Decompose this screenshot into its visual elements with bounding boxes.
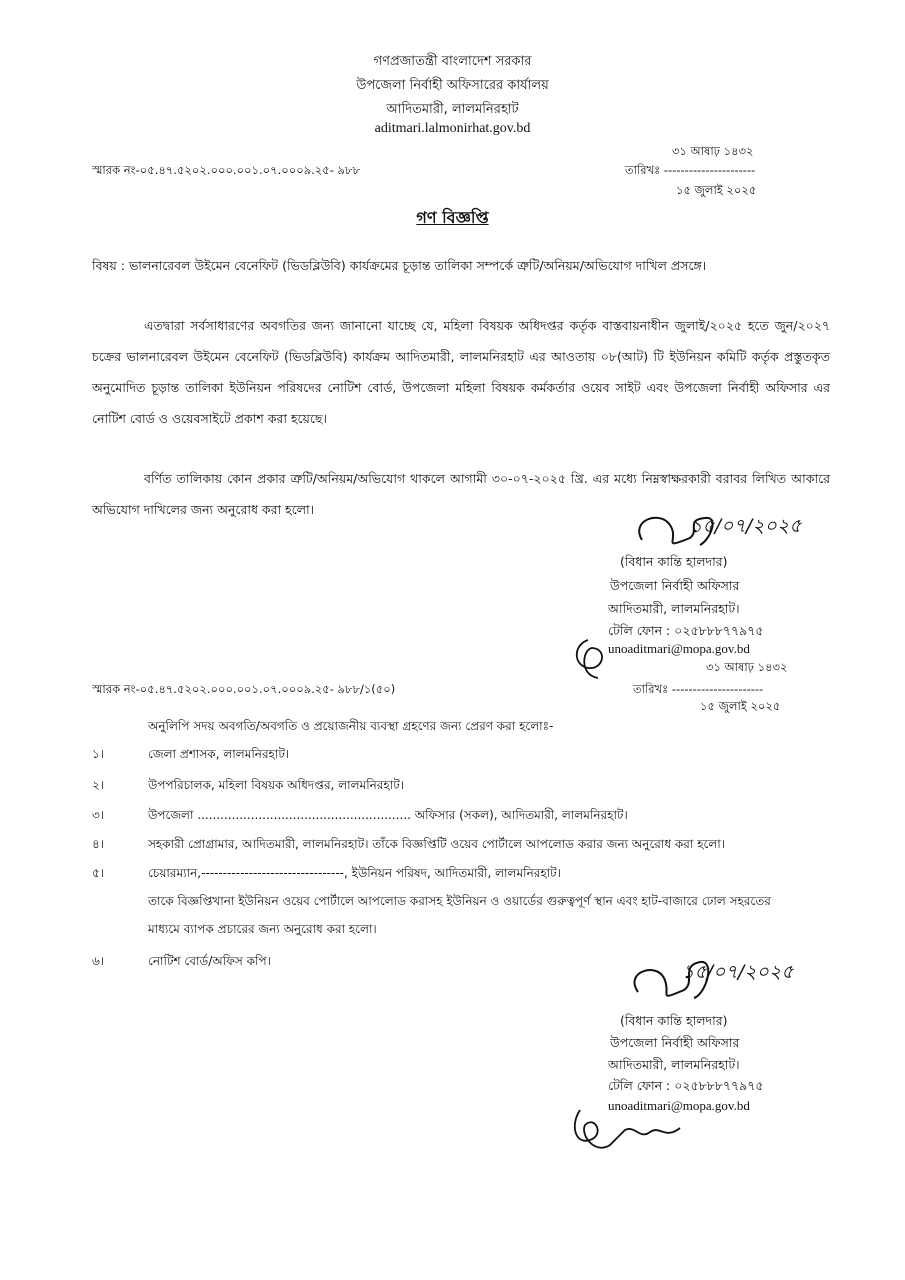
- copy-item-number: ১।: [92, 747, 105, 761]
- copy-item-text: উপপরিচালক, মহিলা বিষয়ক অধিদপ্তর, লালমনিরহাট।: [148, 778, 405, 792]
- initials-scribble: [568, 630, 618, 682]
- copy-date-bengali: ৩১ আষাঢ় ১৪৩২: [706, 660, 788, 674]
- notice-paragraph-1: এতদ্বারা সর্বসাধারণের অবগতির জন্য জানানো যাচ্ছে যে, মহিলা বিষয়ক অধিদপ্তর কর্তৃক বাস্তবায়নাধীন জুলাই/২০২৫ হতে জুন/২০২৭ চক্রের ভালনারেবল উইমেন বেনেফিট (ভিডব্লিউবি) কার্যক্রম আদিতমারী, লালমনিরহাট এর আওতায় ০৮(আট) টি ইউনিয়ন কমিটি কর্তৃক প্রস্তুতকৃত অনুমোদিত চূড়ান্ত তালিকা ইউনিয়ন পরিষদের নোটিশ বোর্ড, উপজেলা মহিলা বিষয়ক কর্মকর্তার ওয়েব সাইট এবং উপজেলা নির্বাহী অফিসার এর নোটিশ বোর্ড ও ওয়েবসাইটে প্রকাশ করা হয়েছে।: [92, 318, 830, 426]
- memo-number: স্মারক নং-০৫.৪৭.৫২০২.০০০.০০১.০৭.০০০৯.২৫- ৯৮৮: [92, 163, 360, 177]
- office-website: aditmari.lalmonirhat.gov.bd: [374, 121, 531, 136]
- copy-item-text: নোটিশ বোর্ড/অফিস কপি।: [148, 954, 271, 968]
- copy-item-number: ৩।: [92, 808, 105, 822]
- copy-item-number: ৪।: [92, 837, 105, 851]
- subject-line: বিষয় : ভালনারেবল উইমেন বেনেফিট (ভিডব্লিউবি) কার্যক্রমের চূড়ান্ত তালিকা সম্পর্কে ত্রুটি/অনিয়ম/অভিযোগ দাখিল প্রসঙ্গে।: [92, 258, 707, 273]
- copy-item-5-note-line-1: তাকে বিজ্ঞপ্তিখানা ইউনিয়ন ওয়েব পোর্টালে আপলোড করাসহ ইউনিয়ন ও ওয়ার্ডের গুরুত্বপূর্ণ স্থান এবং হাট-বাজারে ঢোল সহরতের: [148, 894, 771, 908]
- initials-scribble: [565, 1090, 695, 1165]
- signatory-email: unoaditmari@mopa.gov.bd: [608, 641, 750, 656]
- signatory-name: (বিধান কান্তি হালদার): [620, 1013, 728, 1028]
- date-bengali: ৩১ আষাঢ় ১৪৩২: [672, 144, 754, 158]
- copy-date-label: তারিখঃ ----------------------: [633, 682, 764, 696]
- copy-intro: অনুলিপি সদয় অবগতি/অবগতি ও প্রয়োজনীয় ব্যবস্থা গ্রহণের জন্য প্রেরণ করা হলোঃ-: [148, 719, 554, 733]
- date-english: ১৫ জুলাই ২০২৫: [676, 183, 757, 197]
- copy-item-text: চেয়ারম্যান,---------------------------------, ইউনিয়ন পরিষদ, আদিতমারী, লালমনিরহাট।: [148, 866, 561, 880]
- copy-date-english: ১৫ জুলাই ২০২৫: [700, 699, 781, 713]
- signatory-phone: টেলি ফোন : ০২৫৮৮৮৭৭৯৭৫: [608, 623, 764, 638]
- copy-item-5-note-line-2: মাধ্যমে ব্যাপক প্রচারের জন্য অনুরোধ করা হলো।: [148, 922, 377, 936]
- notice-paragraph-2: বর্ণিত তালিকায় কোন প্রকার ত্রুটি/অনিয়ম/অভিযোগ থাকলে আগামী ৩০-০৭-২০২৫ খ্রি. এর মধ্যে নিম্নস্বাক্ষরকারী বরাবর লিখিত আকারে অভিযোগ দাখিলের জন্য অনুরোধ করা হলো।: [92, 471, 830, 517]
- date-label: তারিখঃ ----------------------: [625, 163, 756, 177]
- signature-handwritten-date: ১৫/০৭/২০২৫: [682, 961, 794, 983]
- signature-handwritten-date: ১৫/০৭/২০২৫: [690, 515, 802, 537]
- copy-item-text: জেলা প্রশাসক, লালমনিরহাট।: [148, 747, 290, 761]
- office-location: আদিতমারী, লালমনিরহাট: [386, 102, 519, 117]
- signatory-location: আদিতমারী, লালমনিরহাট।: [608, 1057, 740, 1072]
- signatory-designation: উপজেলা নির্বাহী অফিসার: [610, 1035, 740, 1050]
- copy-item-text: সহকারী প্রোগ্রামার, আদিতমারী, লালমনিরহাট। তাঁকে বিজ্ঞপ্তিটি ওয়েব পোর্টালে আপলোড করার জন্য অনুরোধ করা হলো।: [148, 837, 726, 851]
- copy-item-text: উপজেলা ........................................................ অফিসার (সকল), আদিতমারী, লালমনিরহাট।: [148, 808, 628, 822]
- signatory-designation: উপজেলা নির্বাহী অফিসার: [610, 578, 740, 593]
- notice-title: গণ বিজ্ঞপ্তি: [416, 208, 489, 227]
- copy-item-number: ২।: [92, 778, 105, 792]
- signatory-phone: টেলি ফোন : ০২৫৮৮৮৭৭৯৭৫: [608, 1078, 764, 1093]
- signatory-name: (বিধান কান্তি হালদার): [620, 554, 728, 569]
- copy-memo-number: স্মারক নং-০৫.৪৭.৫২০২.০০০.০০১.০৭.০০০৯.২৫- ৯৮৮/১(৫০): [92, 682, 396, 696]
- copy-item-number: ৫।: [92, 866, 105, 880]
- signatory-email: unoaditmari@mopa.gov.bd: [608, 1098, 750, 1113]
- signatory-location: আদিতমারী, লালমনিরহাট।: [608, 601, 740, 616]
- copy-item-number: ৬।: [92, 954, 105, 968]
- office-title: উপজেলা নির্বাহী অফিসারের কার্যালয়: [356, 78, 549, 93]
- govt-title: গণপ্রজাতন্ত্রী বাংলাদেশ সরকার: [373, 54, 532, 69]
